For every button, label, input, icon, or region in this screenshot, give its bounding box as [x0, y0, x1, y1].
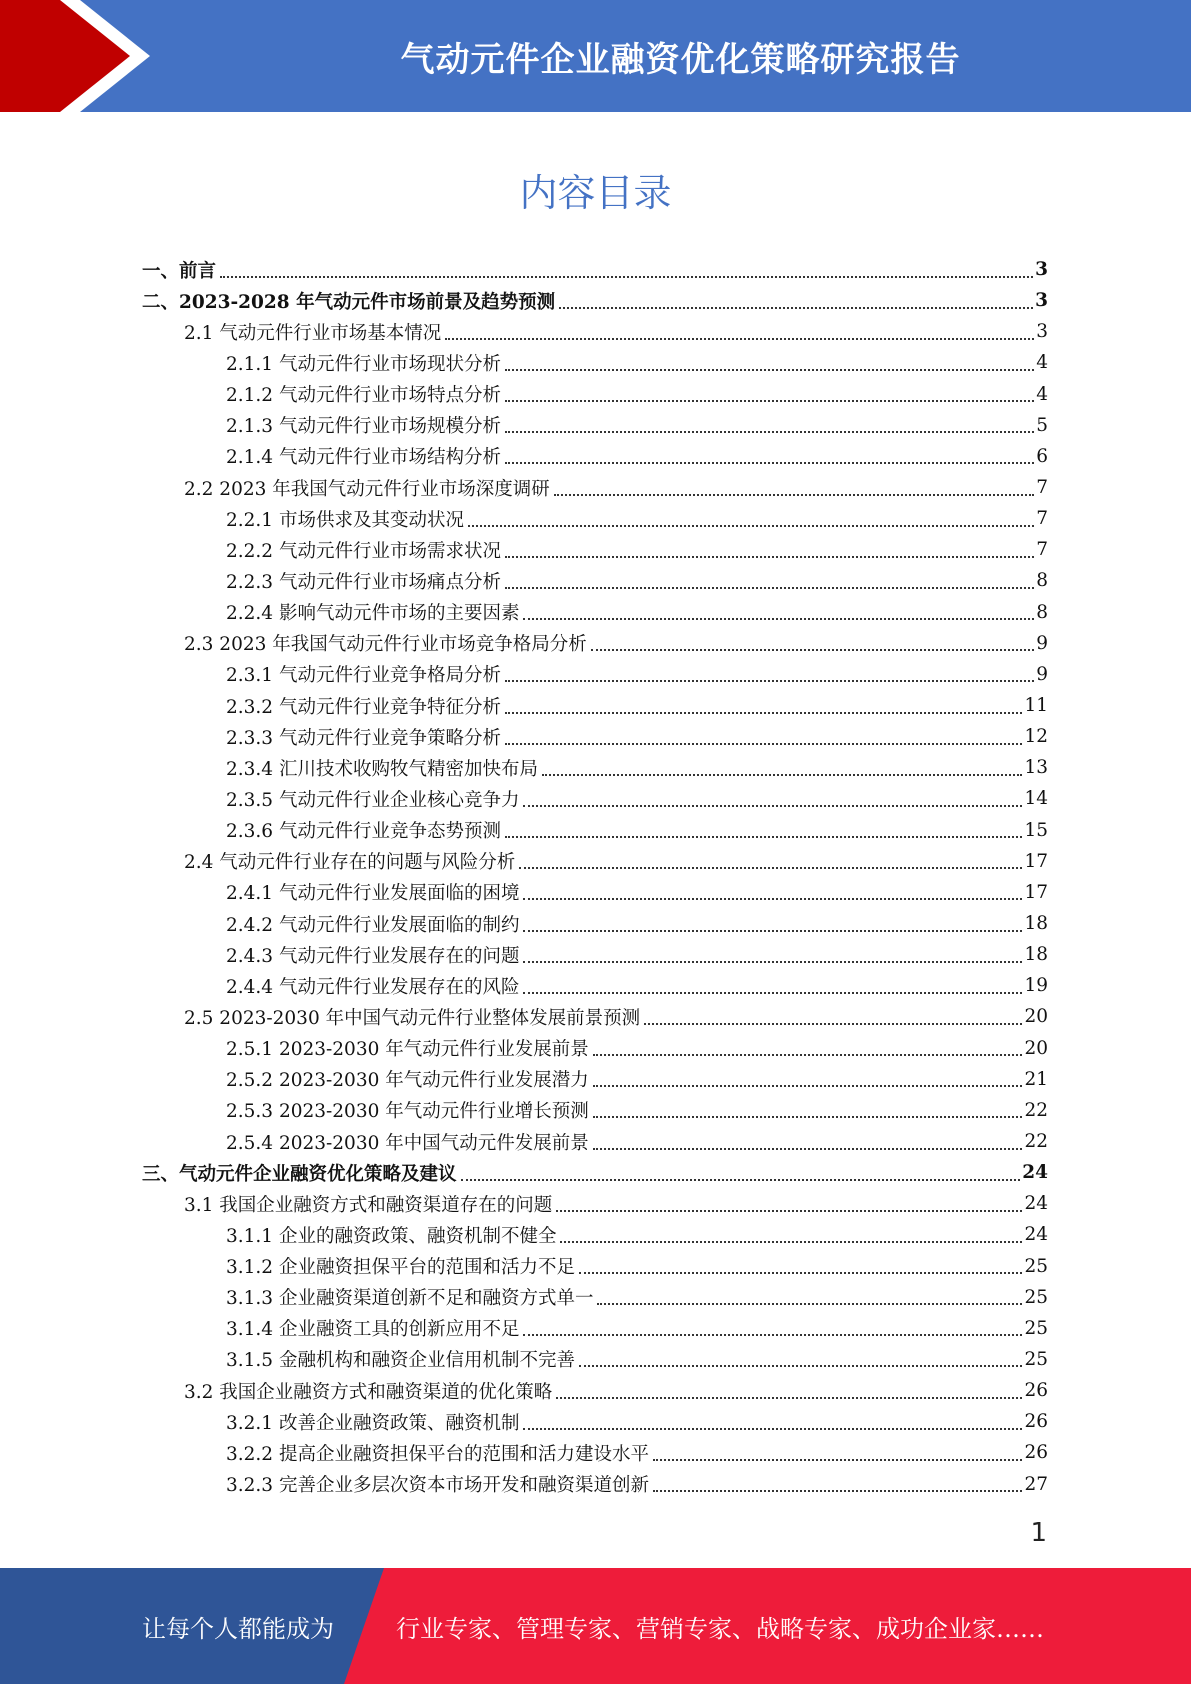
toc-entry[interactable]: [142, 1313, 1048, 1344]
header-title: 气动元件企业融资优化策略研究报告: [400, 39, 961, 80]
toc-entry-title: 二、2023-2028 年气动元件市场前景及趋势预测: [142, 291, 556, 313]
toc-entry[interactable]: [142, 503, 1048, 534]
toc-entry[interactable]: [142, 752, 1048, 783]
toc-entry[interactable]: [142, 285, 1048, 316]
toc-entry[interactable]: [142, 690, 1048, 721]
toc-entry-page: 25: [1024, 1286, 1048, 1308]
toc-dot-leader: [445, 338, 1034, 340]
toc-entry-page: 11: [1024, 695, 1048, 717]
toc-entry-page: 3: [1035, 290, 1048, 312]
toc-entry-page: 5: [1036, 414, 1048, 436]
toc-dot-leader: [505, 462, 1034, 464]
toc-dot-leader: [579, 1272, 1022, 1274]
toc-entry-title: 2.3.4 汇川技术收购牧气精密加快布局: [226, 758, 538, 780]
toc-entry[interactable]: [142, 721, 1048, 752]
toc-entry[interactable]: [142, 815, 1048, 846]
toc-dot-leader: [560, 1241, 1022, 1243]
toc-entry-title: 3.1.2 企业融资担保平台的范围和活力不足: [226, 1257, 575, 1279]
toc-entry-page: 18: [1024, 913, 1048, 935]
toc-dot-leader: [523, 618, 1034, 620]
toc-entry[interactable]: [142, 1095, 1048, 1126]
toc-entry-title: 3.1.1 企业的融资政策、融资机制不健全: [226, 1225, 557, 1247]
toc-entry-page: 17: [1024, 850, 1048, 872]
toc-entry-title: 2.1.2 气动元件行业市场特点分析: [226, 385, 501, 407]
toc-entry-title: 2.2 2023 年我国气动元件行业市场深度调研: [184, 478, 550, 500]
toc-entry-page: 24: [1022, 1162, 1048, 1184]
toc-entry-page: 20: [1024, 1006, 1048, 1028]
toc-entry-page: 3: [1036, 321, 1048, 343]
toc-entry-title: 2.5.1 2023-2030 年气动元件行业发展前景: [226, 1039, 589, 1061]
toc-dot-leader: [593, 1116, 1023, 1118]
toc-entry-page: 26: [1024, 1411, 1048, 1433]
footer-slogan-right: 行业专家、管理专家、营销专家、战略专家、成功企业家……: [396, 1614, 1044, 1643]
toc-entry[interactable]: [142, 254, 1048, 285]
toc-entry-title: 2.2.4 影响气动元件市场的主要因素: [226, 603, 520, 625]
toc-dot-leader: [593, 1148, 1023, 1150]
toc-entry-title: 2.3.1 气动元件行业竞争格局分析: [226, 665, 501, 687]
toc-entry[interactable]: [142, 1219, 1048, 1250]
toc-entry[interactable]: [142, 1157, 1048, 1188]
toc-dot-leader: [597, 1303, 1022, 1305]
toc-dot-leader: [220, 276, 1033, 278]
toc-entry[interactable]: [142, 1188, 1048, 1219]
toc-entry[interactable]: [142, 846, 1048, 877]
toc-entry-page: 4: [1036, 352, 1048, 374]
toc-entry-page: 26: [1024, 1380, 1048, 1402]
toc-entry[interactable]: [142, 628, 1048, 659]
toc-entry[interactable]: [142, 1406, 1048, 1437]
toc-entry[interactable]: [142, 1064, 1048, 1095]
toc-entry[interactable]: [142, 347, 1048, 378]
toc-entry-title: 2.1 气动元件行业市场基本情况: [184, 322, 442, 344]
toc-entry-page: 15: [1024, 819, 1048, 841]
toc-entry-title: 3.2.2 提高企业融资担保平台的范围和活力建设水平: [226, 1443, 649, 1465]
toc-entry[interactable]: [142, 565, 1048, 596]
toc-entry-title: 三、气动元件企业融资优化策略及建议: [142, 1163, 457, 1185]
toc-entry[interactable]: [142, 1344, 1048, 1375]
toc-entry-page: 7: [1036, 539, 1048, 561]
toc-dot-leader: [505, 712, 1022, 714]
toc-entry-page: 20: [1024, 1037, 1048, 1059]
toc-dot-leader: [523, 1428, 1022, 1430]
toc-dot-leader: [653, 1459, 1022, 1461]
toc-entry-page: 9: [1036, 663, 1048, 685]
toc-entry-page: 21: [1024, 1068, 1048, 1090]
toc-entry[interactable]: [142, 1001, 1048, 1032]
toc-entry-page: 25: [1024, 1317, 1048, 1339]
toc-dot-leader: [593, 1085, 1023, 1087]
toc-entry-title: 2.5.2 2023-2030 年气动元件行业发展潜力: [226, 1070, 589, 1092]
toc-dot-leader: [505, 743, 1022, 745]
toc-entry[interactable]: [142, 410, 1048, 441]
toc-entry-title: 2.5.3 2023-2030 年气动元件行业增长预测: [226, 1101, 589, 1123]
toc-dot-leader: [593, 1054, 1023, 1056]
toc-entry[interactable]: [142, 877, 1048, 908]
toc-entry-title: 3.1.5 金融机构和融资企业信用机制不完善: [226, 1350, 575, 1372]
toc-dot-leader: [505, 556, 1034, 558]
toc-entry-title: 3.2.1 改善企业融资政策、融资机制: [226, 1412, 520, 1434]
toc-title: 内容目录: [519, 171, 672, 215]
toc-entry-title: 2.5 2023-2030 年中国气动元件行业整体发展前景预测: [184, 1007, 641, 1029]
toc-entry-page: 7: [1036, 508, 1048, 530]
toc-entry-title: 2.2.2 气动元件行业市场需求状况: [226, 540, 501, 562]
toc-entry[interactable]: [142, 908, 1048, 939]
toc-entry-title: 2.3.2 气动元件行业竞争特征分析: [226, 696, 501, 718]
page-header: [0, 0, 1191, 112]
toc-dot-leader: [556, 1210, 1022, 1212]
toc-entry[interactable]: [142, 1282, 1048, 1313]
toc-dot-leader: [523, 805, 1022, 807]
toc-entry-page: 8: [1036, 570, 1048, 592]
toc-entry-page: 27: [1024, 1473, 1048, 1495]
toc-entry-title: 3.2.3 完善企业多层次资本市场开发和融资渠道创新: [226, 1475, 649, 1497]
toc-entry[interactable]: [142, 1375, 1048, 1406]
toc-entry[interactable]: [142, 597, 1048, 628]
toc-entry-title: 2.3.3 气动元件行业竞争策略分析: [226, 727, 501, 749]
toc-entry-page: 7: [1036, 477, 1048, 499]
toc-entry-title: 2.4.4 气动元件行业发展存在的风险: [226, 976, 520, 998]
toc-entry-title: 3.1.4 企业融资工具的创新应用不足: [226, 1319, 520, 1341]
footer-slogan-left: 让每个人都能成为: [142, 1614, 334, 1643]
toc-entry-page: 24: [1024, 1224, 1048, 1246]
toc-entry-title: 2.4.3 气动元件行业发展存在的问题: [226, 945, 520, 967]
toc-dot-leader: [644, 1023, 1022, 1025]
toc-entry[interactable]: [142, 1033, 1048, 1064]
toc-dot-leader: [523, 1334, 1022, 1336]
toc-entry-page: 18: [1024, 944, 1048, 966]
toc-entry-page: 25: [1024, 1348, 1048, 1370]
toc-entry-title: 2.4.1 气动元件行业发展面临的困境: [226, 883, 520, 905]
toc-entry-title: 2.2.1 市场供求及其变动状况: [226, 509, 464, 531]
toc-entry-page: 24: [1024, 1193, 1048, 1215]
toc-entry-title: 2.3 2023 年我国气动元件行业市场竞争格局分析: [184, 634, 587, 656]
toc-dot-leader: [554, 494, 1034, 496]
toc-entry-page: 3: [1035, 259, 1048, 281]
toc-dot-leader: [523, 961, 1022, 963]
toc-entry[interactable]: [142, 441, 1048, 472]
toc-entry-page: 22: [1024, 1099, 1048, 1121]
toc-dot-leader: [523, 992, 1022, 994]
table-of-contents: [142, 254, 1048, 1500]
toc-entry[interactable]: [142, 472, 1048, 503]
toc-dot-leader: [523, 930, 1022, 932]
toc-entry[interactable]: [142, 534, 1048, 565]
toc-entry-page: 26: [1024, 1442, 1048, 1464]
toc-dot-leader: [461, 1179, 1021, 1181]
toc-entry-title: 2.4.2 气动元件行业发展面临的制约: [226, 914, 520, 936]
toc-entry-page: 12: [1024, 726, 1048, 748]
toc-entry-title: 2.2.3 气动元件行业市场痛点分析: [226, 571, 501, 593]
toc-entry[interactable]: [142, 970, 1048, 1001]
toc-entry[interactable]: [142, 1251, 1048, 1282]
toc-entry-title: 一、前言: [142, 260, 217, 282]
toc-entry[interactable]: [142, 379, 1048, 410]
toc-entry-title: 2.5.4 2023-2030 年中国气动元件发展前景: [226, 1132, 589, 1154]
toc-dot-leader: [505, 400, 1034, 402]
toc-entry-title: 2.1.3 气动元件行业市场规模分析: [226, 416, 501, 438]
toc-entry[interactable]: [142, 1468, 1048, 1499]
toc-entry[interactable]: [142, 659, 1048, 690]
toc-entry-title: 2.1.4 气动元件行业市场结构分析: [226, 447, 501, 469]
toc-dot-leader: [653, 1490, 1022, 1492]
toc-entry-title: 3.1 我国企业融资方式和融资渠道存在的问题: [184, 1194, 553, 1216]
toc-dot-leader: [542, 774, 1022, 776]
toc-entry-title: 2.1.1 气动元件行业市场现状分析: [226, 353, 501, 375]
toc-entry-page: 17: [1024, 881, 1048, 903]
toc-entry-page: 8: [1036, 601, 1048, 623]
toc-entry[interactable]: [142, 1126, 1048, 1157]
page-number: 1: [1030, 1518, 1047, 1548]
toc-entry-page: 9: [1036, 632, 1048, 654]
toc-entry-title: 2.3.5 气动元件行业企业核心竞争力: [226, 789, 520, 811]
toc-entry-title: 2.4 气动元件行业存在的问题与风险分析: [184, 852, 516, 874]
toc-entry[interactable]: [142, 783, 1048, 814]
toc-dot-leader: [468, 525, 1034, 527]
toc-entry-title: 3.1.3 企业融资渠道创新不足和融资方式单一: [226, 1288, 594, 1310]
toc-entry-page: 19: [1024, 975, 1048, 997]
toc-dot-leader: [579, 1365, 1022, 1367]
toc-dot-leader: [505, 680, 1034, 682]
toc-dot-leader: [556, 1397, 1022, 1399]
toc-dot-leader: [505, 836, 1022, 838]
page-footer: [0, 1568, 1191, 1684]
toc-entry-page: 25: [1024, 1255, 1048, 1277]
toc-dot-leader: [559, 307, 1033, 309]
toc-dot-leader: [505, 431, 1034, 433]
toc-entry[interactable]: [142, 1437, 1048, 1468]
toc-entry-title: 2.3.6 气动元件行业竞争态势预测: [226, 821, 501, 843]
toc-entry-page: 14: [1024, 788, 1048, 810]
toc-dot-leader: [523, 898, 1022, 900]
toc-entry[interactable]: [142, 939, 1048, 970]
toc-entry-page: 22: [1024, 1131, 1048, 1152]
toc-dot-leader: [591, 649, 1034, 651]
toc-entry-title: 3.2 我国企业融资方式和融资渠道的优化策略: [184, 1381, 553, 1403]
toc-dot-leader: [505, 369, 1034, 371]
toc-entry[interactable]: [142, 316, 1048, 347]
header-chevron-decoration: [0, 0, 170, 112]
toc-entry-page: 6: [1036, 445, 1048, 467]
toc-dot-leader: [519, 867, 1022, 869]
toc-entry-page: 13: [1024, 757, 1048, 779]
toc-entry-page: 4: [1036, 383, 1048, 405]
toc-dot-leader: [505, 587, 1034, 589]
